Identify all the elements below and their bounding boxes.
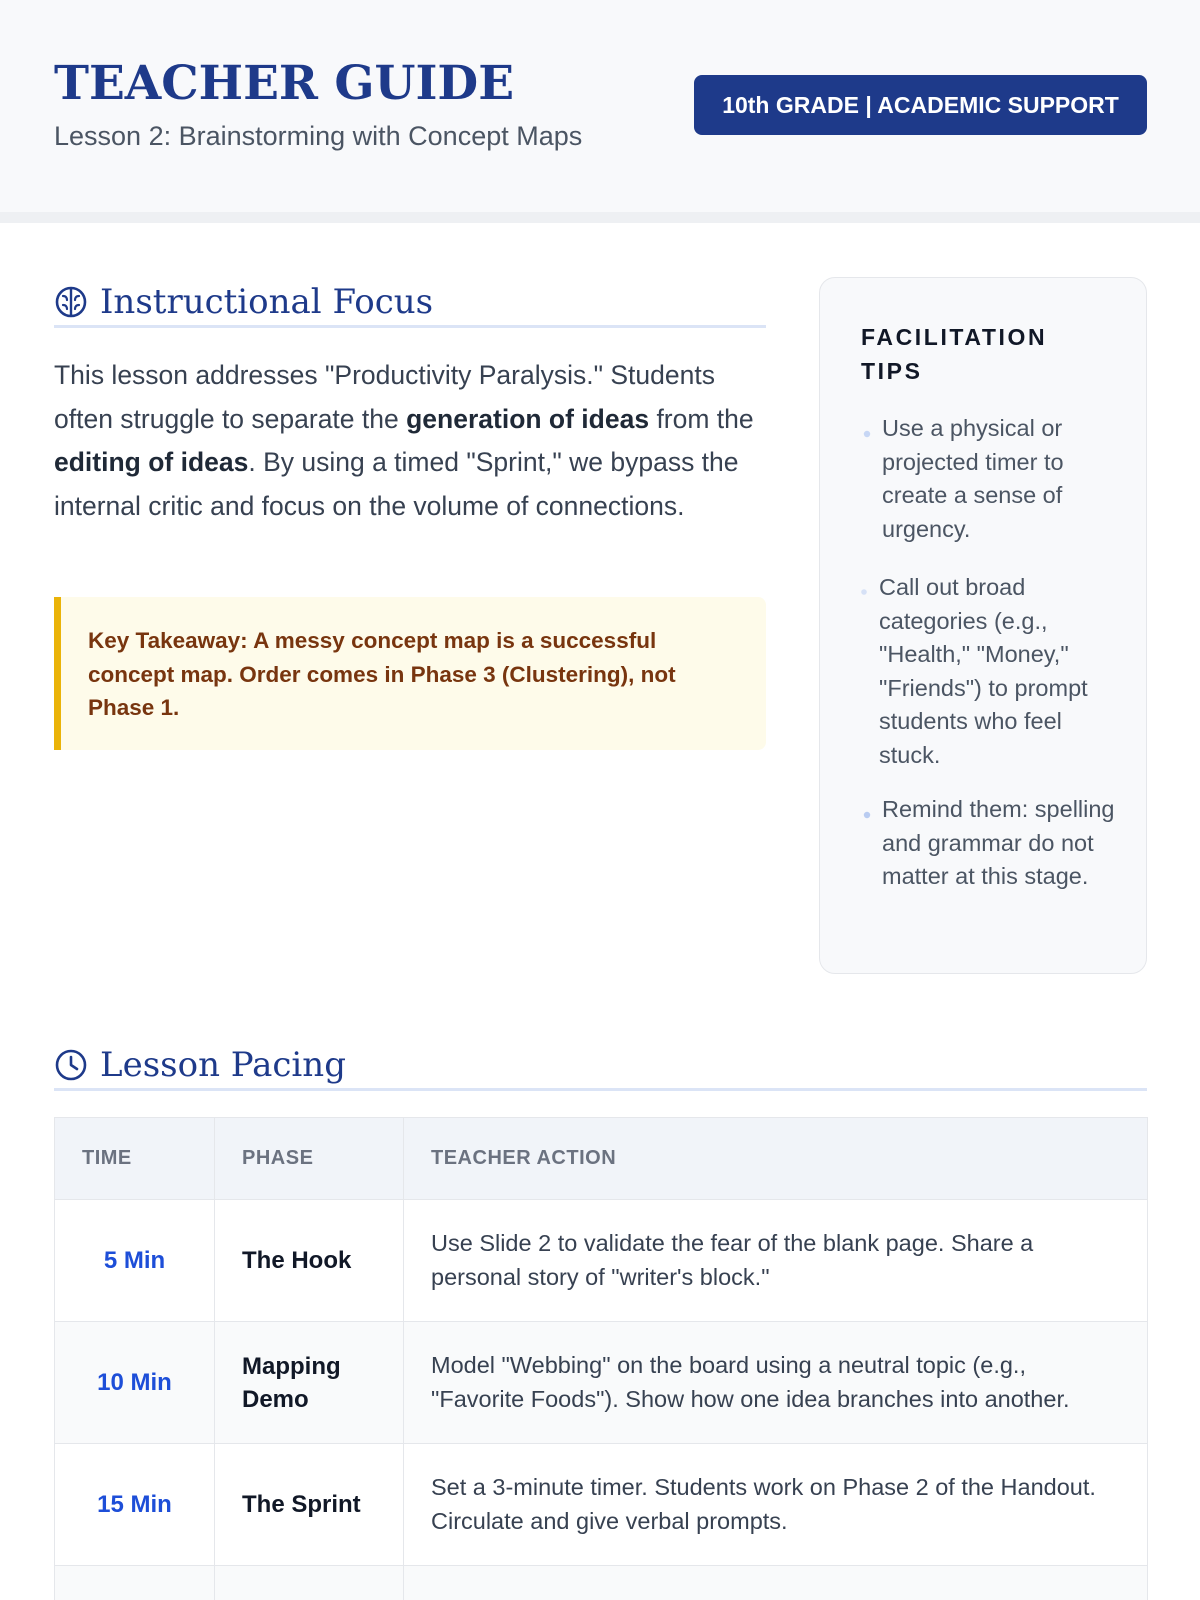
section-title: Instructional Focus xyxy=(100,281,434,322)
paragraph-text: . By using a timed "Sprint," we bypass the internal critic and focus on the volume of connections. xyxy=(54,447,739,521)
tip-item: Remind them: spelling and grammar do not matter at this stage. xyxy=(882,796,1115,889)
emphasis-text: generation of ideas xyxy=(406,403,650,434)
lesson-subtitle: Lesson 2: Brainstorming with Concept Maps xyxy=(54,121,583,151)
table-row xyxy=(55,1200,1148,1322)
action-cell: Use Slide 2 to validate the fear of the blank page. Share a personal story of "writer's block." xyxy=(404,1200,1148,1322)
phase-cell xyxy=(215,1566,404,1600)
bullet-icon xyxy=(861,428,873,440)
page-title: TEACHER GUIDE xyxy=(54,56,515,111)
facilitation-tips-card xyxy=(819,277,1147,974)
table-row xyxy=(55,1566,1148,1600)
key-takeaway-callout xyxy=(54,597,766,750)
focus-paragraph xyxy=(54,354,766,528)
action-cell: Set a 3-minute timer. Students work on Phase 2 of the Handout. Circulate and give verbal prompts. xyxy=(404,1444,1148,1566)
callout-text: Key Takeaway: A messy concept map is a successful concept map. Order comes in Phase 3 (Clustering), not Phase 1. xyxy=(88,628,676,720)
bullet-icon xyxy=(858,586,870,598)
time-cell: 15 Min xyxy=(55,1444,215,1566)
phase-cell: The Hook xyxy=(215,1200,404,1322)
clock-icon xyxy=(54,1048,88,1082)
paragraph-text: This lesson addresses "Productivity Paralysis." Students often struggle to separate the xyxy=(54,360,715,434)
bullet-icon xyxy=(861,809,873,821)
action-cell: Model "Webbing" on the board using a neutral topic (e.g., "Favorite Foods"). Show how one idea branches into another. xyxy=(404,1322,1148,1444)
phase-cell: Mapping Demo xyxy=(215,1322,404,1444)
action-cell xyxy=(404,1566,1148,1600)
table-row xyxy=(55,1322,1148,1444)
header-divider xyxy=(0,212,1200,223)
instructional-focus-heading xyxy=(54,278,766,328)
page-header xyxy=(0,0,1200,212)
phase-cell: The Sprint xyxy=(215,1444,404,1566)
paragraph-text: from the xyxy=(649,403,754,434)
emphasis-text: editing of ideas xyxy=(54,447,249,477)
table-header-row xyxy=(55,1118,1148,1200)
time-cell: 5 Min xyxy=(55,1200,215,1322)
time-cell: 10 Min xyxy=(55,1322,215,1444)
column-header-time: TIME xyxy=(55,1118,215,1200)
pacing-table xyxy=(54,1117,1148,1600)
table-row xyxy=(55,1444,1148,1566)
lesson-pacing-heading xyxy=(54,1042,1147,1091)
grade-badge: 10th GRADE | ACADEMIC SUPPORT xyxy=(694,75,1147,135)
column-header-phase: PHASE xyxy=(215,1118,404,1200)
tips-title: FACILITATION TIPS xyxy=(861,324,1048,384)
tip-item: Call out broad categories (e.g., "Health," "Money," "Friends") to prompt students who feel stuck. xyxy=(879,574,1088,768)
tip-item: Use a physical or projected timer to create a sense of urgency. xyxy=(882,415,1064,542)
time-cell xyxy=(55,1566,215,1600)
column-header-action: TEACHER ACTION xyxy=(404,1118,1148,1200)
section-title: Lesson Pacing xyxy=(100,1045,346,1085)
brain-icon xyxy=(54,285,88,319)
